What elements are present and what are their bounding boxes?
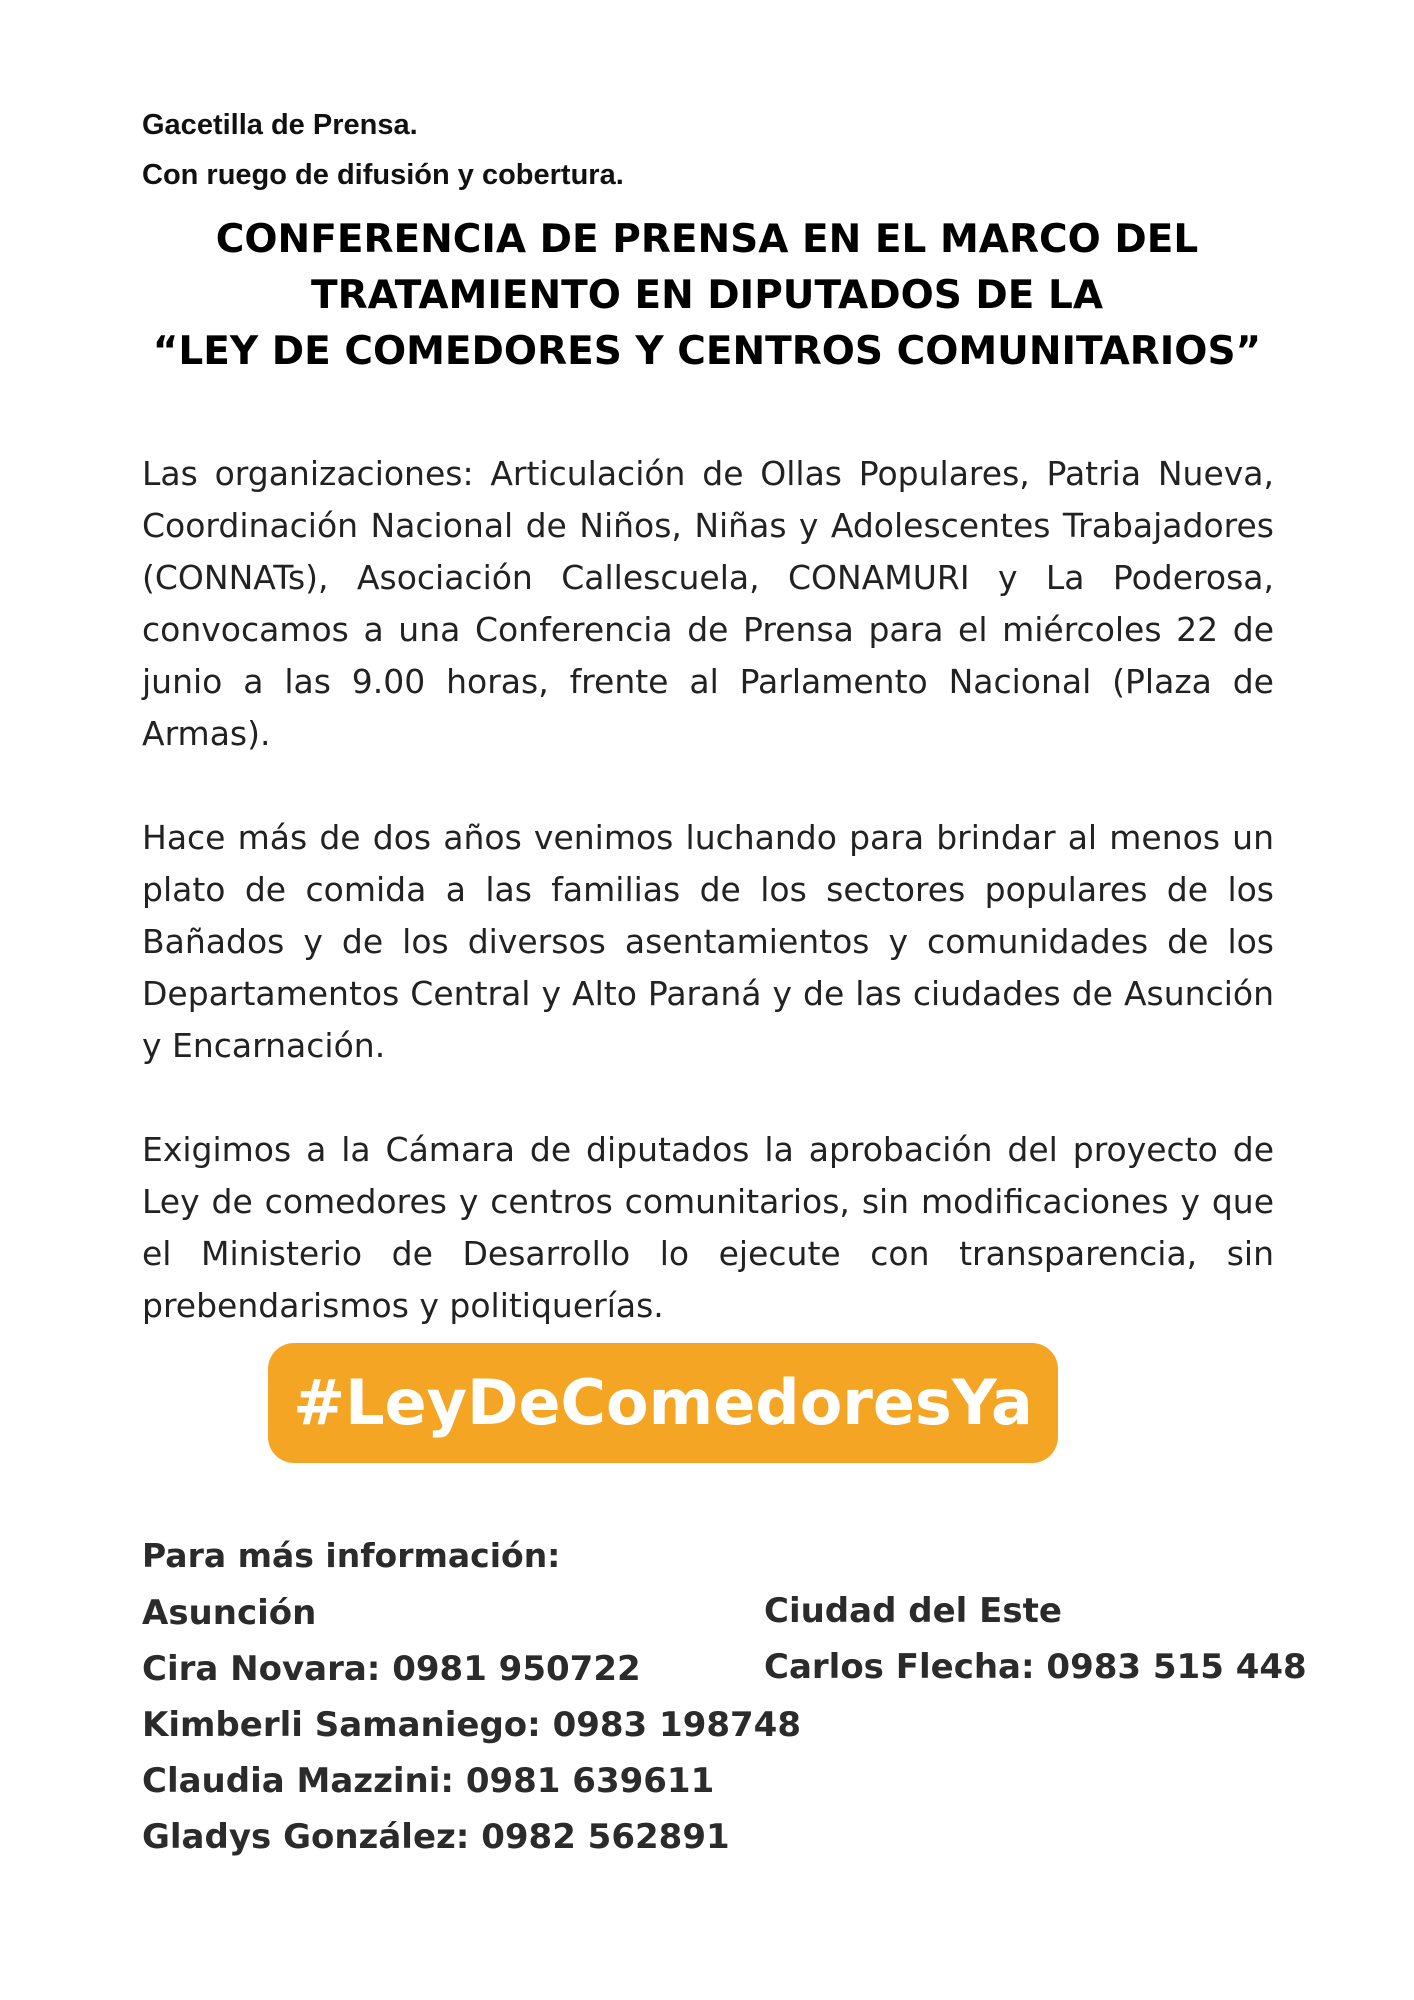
hashtag-banner: #LeyDeComedoresYa [268,1343,1058,1463]
page-title [100,212,1314,380]
contacts-city-ciudad-del-este: Ciudad del Este [764,1591,1062,1631]
contacts-title: Para más información: [142,1536,561,1575]
body-paragraph-organizations: Las organizaciones: Articulación de Ollas Populares, Patria Nueva, Coordinación Nacional de Niños, Niñas y Adolescentes Trabajadores (CONNATs), Asociación Callescuela, CONAMURI y La Poderosa, convocamos a una Conferencia de Prensa para el miércoles 22 de junio a las 9.00 horas, frente al Parlamento Nacional (Plaza de Armas). [142,454,1274,753]
contacts-ciudad-del-este [764,1583,1307,1695]
contact-person: Claudia Mazzini: 0981 639611 [142,1761,715,1801]
diffusion-request: Con ruego de difusión y cobertura. [142,159,624,191]
title-line-3: “LEY DE COMEDORES Y CENTROS COMUNITARIOS” [152,329,1262,374]
contact-person: Kimberli Samaniego: 0983 198748 [142,1705,801,1745]
contacts-city-asuncion: Asunción [142,1593,317,1633]
contact-person: Cira Novara: 0981 950722 [142,1649,641,1689]
title-line-1: CONFERENCIA DE PRENSA EN EL MARCO DEL [215,217,1199,262]
press-release-label: Gacetilla de Prensa. [142,109,418,141]
contacts-asuncion [142,1585,801,1865]
body-paragraph-struggle: Hace más de dos años venimos luchando para brindar al menos un plato de comida a las familias de los sectores populares de los Bañados y de los diversos asentamientos y comunidades de los Departamentos Central y Alto Paraná y de las ciudades de Asunción y Encarnación. [142,818,1274,1065]
body-paragraph-demand: Exigimos a la Cámara de diputados la aprobación del proyecto de Ley de comedores y centros comunitarios, sin modificaciones y que el Ministerio de Desarrollo lo ejecute con transparencia, sin prebendarismos y politiquerías. [142,1130,1274,1325]
title-line-2: TRATAMIENTO EN DIPUTADOS DE LA [310,273,1104,318]
contact-person: Gladys González: 0982 562891 [142,1817,730,1857]
contact-person: Carlos Flecha: 0983 515 448 [764,1647,1307,1687]
press-intro [142,100,624,200]
